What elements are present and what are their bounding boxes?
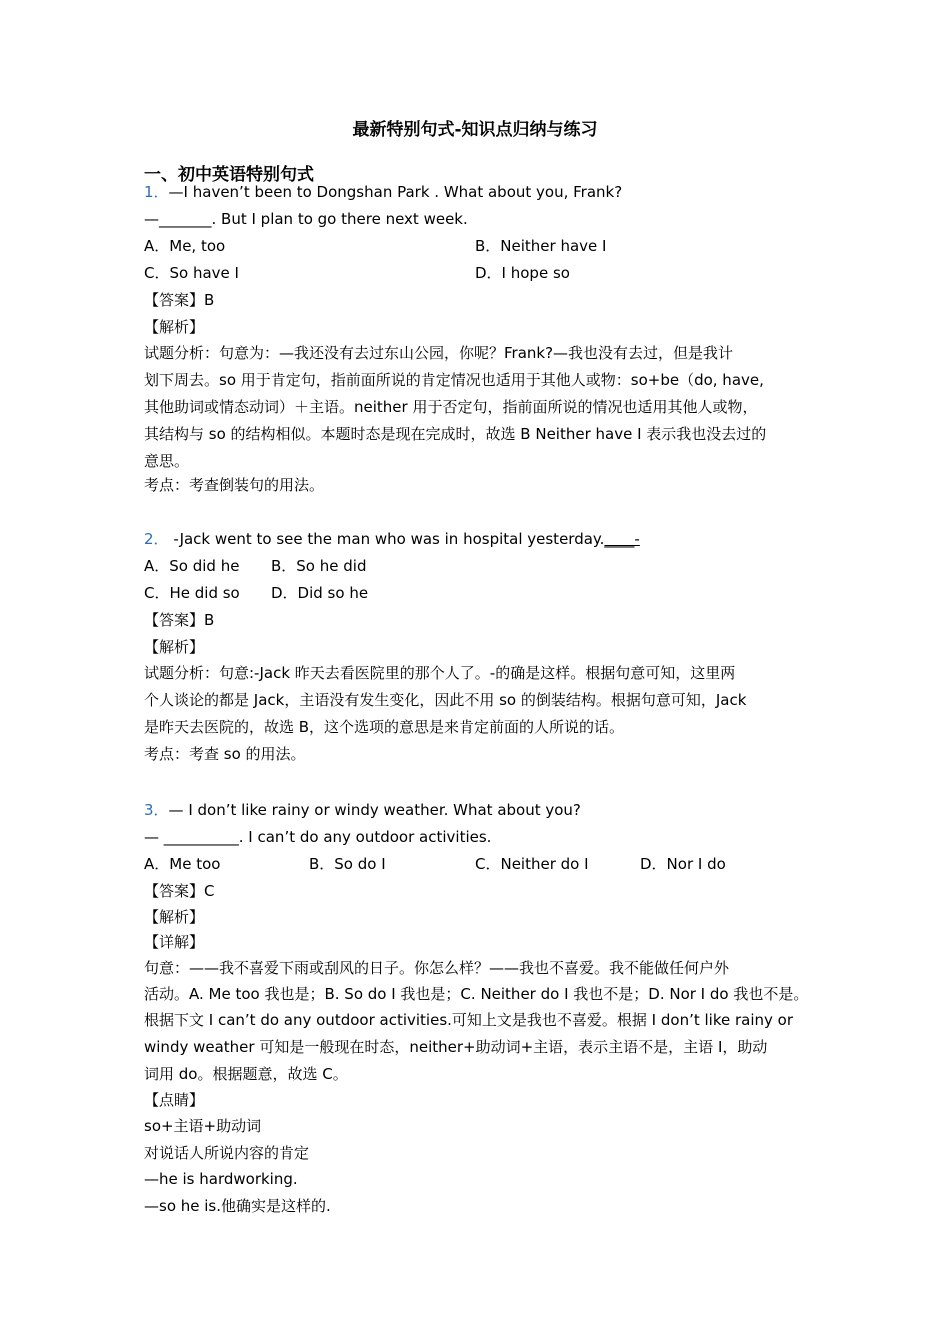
q2-answer: 【答案】B xyxy=(144,611,215,629)
q1-stem-line xyxy=(144,182,622,202)
q1-analysis-line: 其结构与 so 的结构相似。本题时态是现在完成时，故选 B Neither have I 表示我也没去过的 xyxy=(144,425,767,443)
q1-option-d: D．I hope so xyxy=(475,264,570,282)
q2-analysis-label: 【解析】 xyxy=(144,638,205,656)
q3-option-d: D．Nor I do xyxy=(640,855,726,873)
q1-reply: —_______. But I plan to go there next week. xyxy=(144,210,468,228)
q3-reply: — __________. I can’t do any outdoor activities. xyxy=(144,828,492,846)
q3-detail-label: 【详解】 xyxy=(144,933,205,951)
q3-option-a: A．Me too xyxy=(144,855,221,873)
q1-option-c: C．So have I xyxy=(144,264,239,282)
q2-blank: ____- xyxy=(604,530,640,548)
q3-detail-line: 词用 do。根据题意，故选 C。 xyxy=(144,1065,348,1083)
q1-analysis-line: 划下周去。so 用于肯定句，指前面所说的肯定情况也适用于其他人或物：so+be（do, have, xyxy=(144,371,764,389)
q1-analysis-label: 【解析】 xyxy=(144,318,205,336)
q1-point: 考点：考查倒装句的用法。 xyxy=(144,476,325,494)
q2-number: 2． xyxy=(144,530,169,548)
q1-analysis-line: 其他助词或情态动词）＋主语。neither 用于否定句，指前面所说的情况也适用其他人或物， xyxy=(144,398,758,416)
q3-detail-line: 句意：——我不喜爱下雨或刮风的日子。你怎么样？——我也不喜爱。我不能做任何户外 xyxy=(144,959,730,977)
q2-option-d: D．Did so he xyxy=(271,584,369,602)
q3-tip-line: so+主语+助动词 xyxy=(144,1117,262,1135)
q2-analysis-line: 个人谈论的都是 Jack，主语没有发生变化，因此不用 so 的倒装结构。根据句意可知，Jack xyxy=(144,691,747,709)
q3-tip-label: 【点睛】 xyxy=(144,1091,205,1109)
q2-option-b: B．So he did xyxy=(271,557,367,575)
q3-analysis-label: 【解析】 xyxy=(144,908,205,926)
q1-option-a: A．Me, too xyxy=(144,237,226,255)
document-title: 最新特别句式-知识点归纳与练习 xyxy=(352,120,598,140)
q3-answer: 【答案】C xyxy=(144,882,215,900)
q1-analysis-line: 意思。 xyxy=(144,452,190,470)
q3-option-c: C．Neither do I xyxy=(475,855,589,873)
q2-point: 考点：考查 so 的用法。 xyxy=(144,745,306,763)
q3-tip-line: —so he is.他确实是这样的. xyxy=(144,1197,331,1215)
q3-option-b: B．So do I xyxy=(309,855,386,873)
q1-analysis-line: 试题分析：句意为：—我还没有去过东山公园，你呢？Frank?—我也没有去过，但是我计 xyxy=(144,344,734,362)
q3-detail-line: 根据下文 I can’t do any outdoor activities.可知上文是我也不喜爱。根据 I don’t like rainy or xyxy=(144,1011,793,1029)
q2-stem-line xyxy=(144,529,640,549)
q2-analysis-line: 试题分析：句意:-Jack 昨天去看医院里的那个人了。-的确是这样。根据句意可知，这里两 xyxy=(144,664,736,682)
q2-option-c: C．He did so xyxy=(144,584,240,602)
q3-number: 3． xyxy=(144,801,169,819)
q3-tip-line: —he is hardworking. xyxy=(144,1170,298,1188)
q3-detail-line: 活动。A. Me too 我也是；B. So do I 我也是；C. Neither do I 我也不是；D. Nor I do 我也不是。 xyxy=(144,985,809,1003)
q3-tip-line: 对说话人所说内容的肯定 xyxy=(144,1144,310,1162)
q1-option-b: B．Neither have I xyxy=(475,237,607,255)
q1-stem: —I haven’t been to Dongshan Park . What about you, Frank? xyxy=(168,183,623,201)
q1-answer: 【答案】B xyxy=(144,291,215,309)
q3-detail-line: windy weather 可知是一般现在时态，neither+助动词+主语，表示主语不是，主语 I，助动 xyxy=(144,1038,768,1056)
q2-option-a: A．So did he xyxy=(144,557,240,575)
q1-number: 1． xyxy=(144,183,169,201)
q3-stem-line xyxy=(144,800,581,820)
section-heading: 一、初中英语特别句式 xyxy=(144,165,314,185)
q2-analysis-line: 是昨天去医院的，故选 B，这个选项的意思是来肯定前面的人所说的话。 xyxy=(144,718,625,736)
q2-stem: -Jack went to see the man who was in hospital yesterday. xyxy=(168,530,605,548)
q3-stem: — I don’t like rainy or windy weather. What about you? xyxy=(168,801,581,819)
